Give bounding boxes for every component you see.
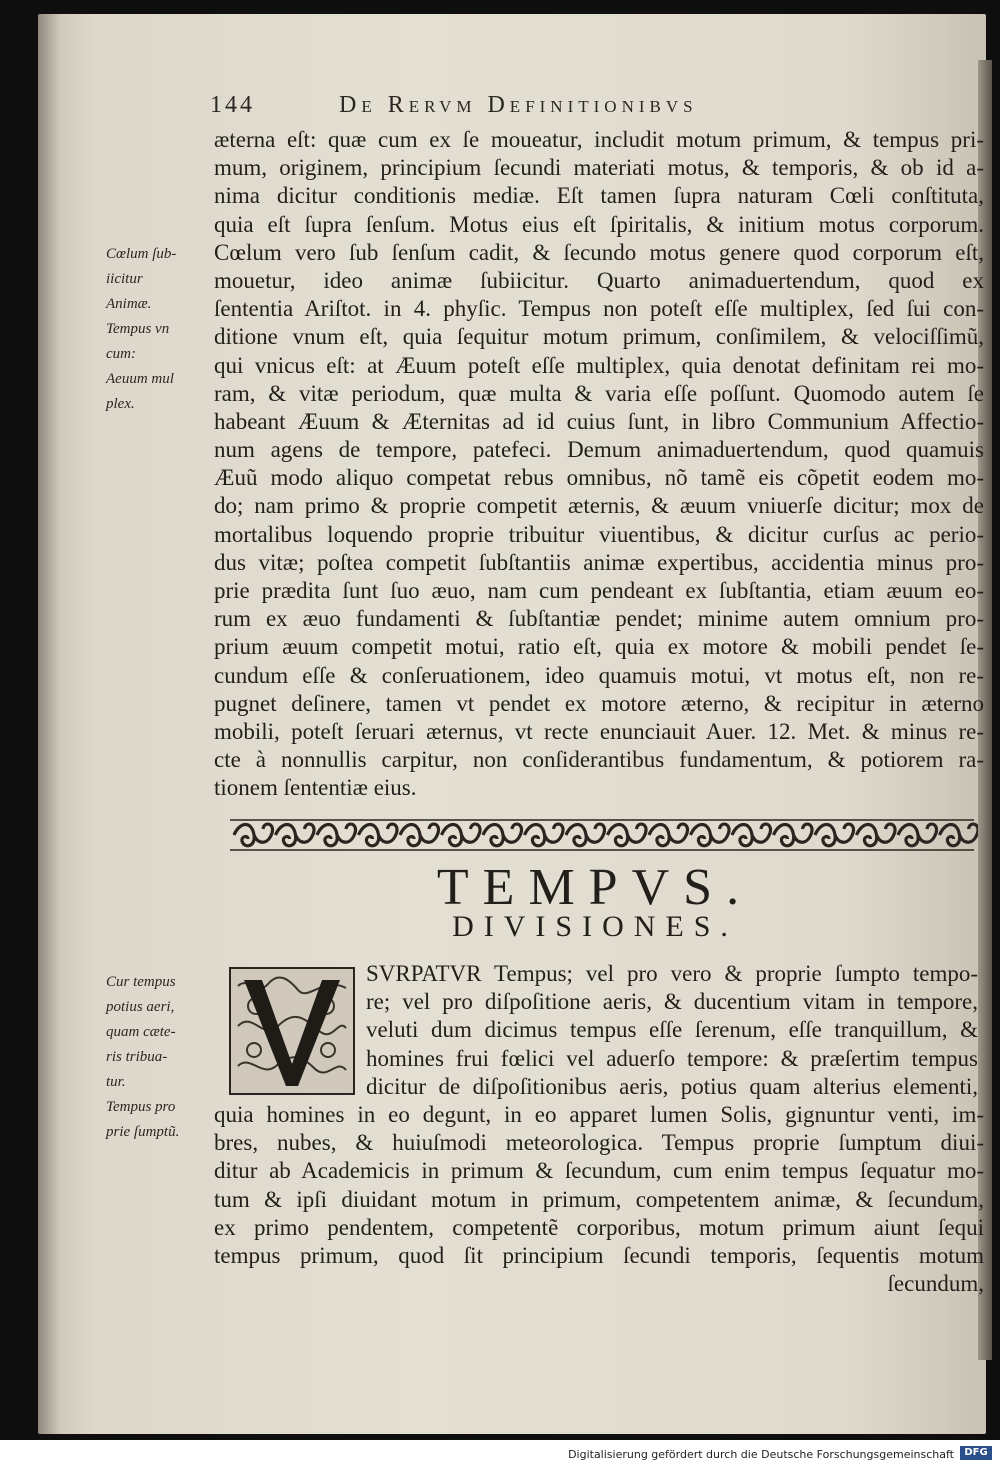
margin-note-aeuum (106, 242, 218, 417)
margin-note-line: Animæ. (106, 296, 152, 312)
ornament-motif (940, 824, 979, 846)
text-line: re; vel pro diſpoſitione aeris, & ducentium vitam in tempore, (366, 989, 978, 1015)
ornament-motif (400, 824, 439, 846)
text-line: do; nam primo & proprie competit æternis, & æuum vniuerſe dicitur; mox de (214, 493, 984, 519)
text-line: mouetur, ideo animæ ſubiicitur. Quarto animaduertendum, quod ex (214, 267, 984, 293)
margin-note-line: Tempus pro (106, 1099, 176, 1115)
text-line: dus vitæ; poſtea competit ſubſtantiis animæ expertibus, accidentia minus pro- (214, 549, 984, 575)
ornament-motif (276, 824, 315, 846)
text-line: æterna eſt: quæ cum ex ſe moueatur, includit motum primum, & tempus pri- (214, 127, 984, 152)
body-text-top (214, 126, 984, 803)
dfg-logo: DFG (960, 1446, 992, 1460)
ornament-motif (359, 824, 398, 846)
margin-note-line: Aeuum mul (106, 371, 174, 387)
ornament-motif (857, 824, 896, 846)
text-line: dicitur de diſpoſitionibus aeris, potius quam alterius elementi, (366, 1073, 978, 1099)
ornament-motif (815, 824, 854, 846)
catchword: ſecundum, (887, 1271, 984, 1297)
margin-note-line: ris tribua- (106, 1049, 168, 1065)
ornament-motif (483, 824, 522, 846)
running-header (210, 92, 970, 119)
running-title: De Rervm Definitionibvs (339, 92, 698, 118)
funding-credit: Digitalisierung gefördert durch die Deutsche Forschungsgemeinschaft (568, 1448, 954, 1461)
ornament-motif (898, 824, 937, 846)
margin-note-line: potius aeri, (106, 999, 175, 1015)
text-line: mobili, poteſt ſeruari æternus, vt recte enunciauit Auer. 12. Met. & minus re- (214, 718, 984, 744)
ornament-motif (649, 824, 688, 846)
text-line: mortalibus loquendo proprie tribuitur viuentibus, & dicitur curſus ac perio- (214, 521, 984, 547)
text-line: pugnet deſinere, tamen vt pendet ex motore æterno, & recipitur in æterno (214, 690, 984, 716)
margin-note-line: cum: (106, 346, 136, 362)
margin-note-tempus (106, 970, 218, 1145)
margin-note-line: iicitur (106, 271, 143, 287)
text-line: Cœlum vero ſub ſenſum cadit, & ſecundo motus genere quod corporum eſt, (214, 239, 984, 265)
text-line: bres, nubes, & huiuſmodi meteorologica. Tempus proprie ſumptum diui- (214, 1130, 984, 1156)
text-line: quia eſt ſupra ſenſum. Motus eius eſt ſpiritalis, & initium motus corporum. (214, 211, 984, 237)
page-number: 144 (210, 92, 255, 118)
ornament-motif (317, 824, 356, 846)
text-line: ditur ab Academicis in primum & ſecundum, cum enim tempus ſequatur mo- (214, 1158, 984, 1184)
digitization-footer (0, 1440, 1000, 1468)
body-text-bottom (214, 1101, 984, 1298)
section-title: TEMPVS. (436, 859, 754, 916)
margin-note-line: quam cæte- (106, 1024, 176, 1040)
body-text-initial-block (366, 960, 978, 1101)
text-line: tionem ſententiæ eius. (214, 775, 417, 801)
text-line: veluti dum dicimus tempus eſſe ſerenum, eſſe tranquillum, & (366, 1017, 978, 1043)
section-subtitle: DIVISIONES. (452, 910, 738, 943)
margin-note-line: Cœlum ſub- (106, 246, 177, 262)
text-line: ram, & vitæ periodum, quæ multa & varia eſſe poſſunt. Quomodo autem ſe (214, 380, 984, 406)
margin-note-line: plex. (106, 396, 135, 412)
ornament-motif (732, 824, 771, 846)
ornament-motif (566, 824, 605, 846)
margin-note-line: Tempus vn (106, 321, 170, 337)
ornament-motif (608, 824, 647, 846)
text-line: num agens de tempore, patefeci. Demum animaduertendum, quod quamuis (214, 437, 984, 463)
margin-note-line: tur. (106, 1074, 126, 1090)
text-line: ex primo pendentem, competentẽ corporibus, motum primum aiunt ſequi (214, 1214, 984, 1240)
text-line: habeant Æuum & Æternitas ad id cuius ſunt, in libro Communium Affectio- (214, 408, 984, 434)
gutter-shadow (38, 14, 60, 1434)
text-line: prium æuum competit motui, ratio eſt, quia ex motore & mobili pendet ſe- (214, 634, 984, 660)
text-line: cundum eſſe & conſeruationem, ideo quamuis motui, vt motus eſt, non re- (214, 662, 984, 688)
text-line: Æuũ modo aliquo competat rebus omnibus, nõ tamẽ eis cõpetit eodem mo- (214, 465, 984, 491)
text-line: tempus primum, quod ſit principium ſecundi temporis, ſequentis motum (214, 1242, 984, 1268)
decorated-initial-v (228, 966, 356, 1096)
ornament-motif (691, 824, 730, 846)
ornament-motif (525, 824, 564, 846)
ornament-motif (774, 824, 813, 846)
text-line: qui vnicus eſt: at Æuum poteſt eſſe multiplex, quia denotat definitam rei mo- (214, 352, 984, 378)
margin-note-line: Cur tempus (106, 974, 176, 990)
text-line: nima dicitur conditionis mediæ. Eſt tamen ſupra naturam Cœli conſtituta, (214, 183, 984, 209)
text-line: quia homines in eo degunt, in eo apparet lumen Solis, gignuntur venti, im- (214, 1102, 984, 1127)
text-line: homines frui fœlici vel aduerſo tempore: & præſertim tempus (366, 1045, 978, 1071)
margin-note-line: prie ſumptũ. (106, 1124, 180, 1140)
ornament-motif (442, 824, 481, 846)
decorative-ornament-band (226, 812, 978, 858)
text-line: tum & ipſi diuidant motum in primum, competentem animæ, & ſecundum, (214, 1186, 984, 1212)
ornament-motif (234, 824, 273, 846)
text-line: SVRPATVR Tempus; vel pro vero & proprie ſumpto tempo- (366, 961, 978, 986)
text-line: ditione vnum eſt, quia ſequitur motum primum, conſimilem, & velociſſimũ, (214, 324, 984, 350)
text-line: rum ex æuo fundamenti & ſubſtantiæ pendet; minime autem omnium pro- (214, 606, 984, 632)
text-line: ſententia Ariſtot. in 4. phyſic. Tempus non poteſt eſſe multiplex, ſed ſui con- (214, 296, 984, 322)
text-line: mum, originem, principium ſecundi materiati motus, & temporis, & ob id a- (214, 155, 984, 181)
text-line: cte à nonnullis carpitur, non conſiderantibus fundamentum, & potiorem ra- (214, 747, 984, 773)
text-line: prie prædita ſunt ſuo æuo, nam cum pendeant ex ſubſtantia, etiam æuum eo- (214, 578, 984, 603)
